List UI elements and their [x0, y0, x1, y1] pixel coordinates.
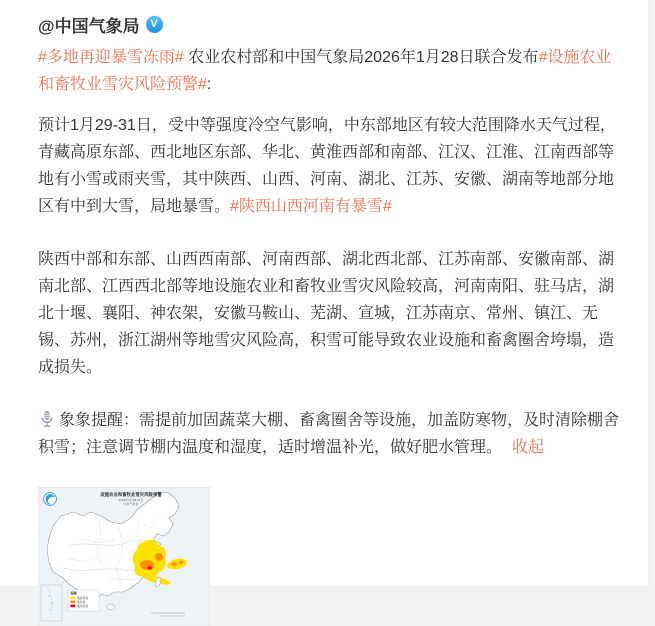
reminder-paragraph: [38, 407, 620, 461]
map-title: 设施农业和畜牧业雪灾风险预警: [100, 492, 162, 497]
intro-colon: :: [206, 76, 212, 93]
cma-logo-icon: [44, 493, 57, 506]
hashtag-link-blizzard[interactable]: #陕西山西河南有暴雪#: [230, 198, 392, 215]
forecast-text: 预计1月29-31日，受中等强度冷空气影响，中东部地区有较大范围降水天气过程，青藏高原东部、西北地区东部、华北、黄淮西部和南部、江汉、江淮、江南西部等地有小雪或雨夹雪，其中陕西、山西、河南、湖北、江苏、安徽、湖南等地部分地区有中到大雪，局地暴雪。: [38, 117, 616, 215]
hainan-island: [107, 604, 115, 610]
hashtag-link-storm[interactable]: #多地再迎暴雪冻雨#: [38, 49, 184, 66]
risk-area-text: 陕西中部和东部、山西西南部、河南西部、湖北西北部、江苏南部、安徽南部、湖南北部、江西西北部等地设施农业和畜牧业雪灾风险较高，河南南阳、驻马店，湖北十堰、襄阳、神农架，安徽马鞍山、芜湖、宣城，江苏南京、常州、镇江、无锡、苏州，浙江湖州等地雪灾风险高，积雪可能导致农业设施和畜禽圈舍垮塌，造成损失。: [38, 251, 615, 376]
legend-swatch-yellow: [71, 597, 76, 600]
legend-label-orange: 风险高: [76, 600, 86, 604]
legend-label-yellow: 风险较高: [76, 596, 89, 600]
reminder-text: 象象提醒：需提前加固蔬菜大棚、畜禽圈舍等设施，加盖防寒物，及时清除棚舍积雪；注意调节棚内温度和湿度，适时增温补光，做好肥水管理。: [38, 412, 620, 456]
south-sea-inset: [41, 585, 62, 621]
legend-title: 图例: [70, 591, 77, 596]
post-content: [38, 44, 620, 626]
intro-paragraph: [38, 44, 620, 98]
legend-swatch-red: [71, 605, 76, 608]
risk-map-thumbnail[interactable]: [38, 487, 210, 626]
collapse-link[interactable]: 收起: [512, 439, 545, 456]
microphone-icon: [38, 410, 56, 428]
hashtag-link-warning[interactable]: #设施农业和畜牧业雪灾风险预警#: [38, 49, 612, 93]
legend-label-red: 风险很高: [76, 604, 89, 608]
post-header: [38, 12, 619, 36]
verified-icon: V: [146, 16, 163, 33]
forecast-paragraph: [38, 112, 620, 220]
intro-text: 农业农村部和中国气象局2026年1月28日联合发布: [183, 49, 539, 66]
map-agency: 中央气象台: [123, 501, 139, 506]
risk-area-paragraph: [38, 246, 620, 381]
legend-swatch-orange: [71, 601, 76, 604]
map-legend: [68, 590, 99, 611]
author-name[interactable]: @中国气象局: [38, 16, 140, 36]
map-date: 2026年1月29-31日: [118, 497, 144, 502]
